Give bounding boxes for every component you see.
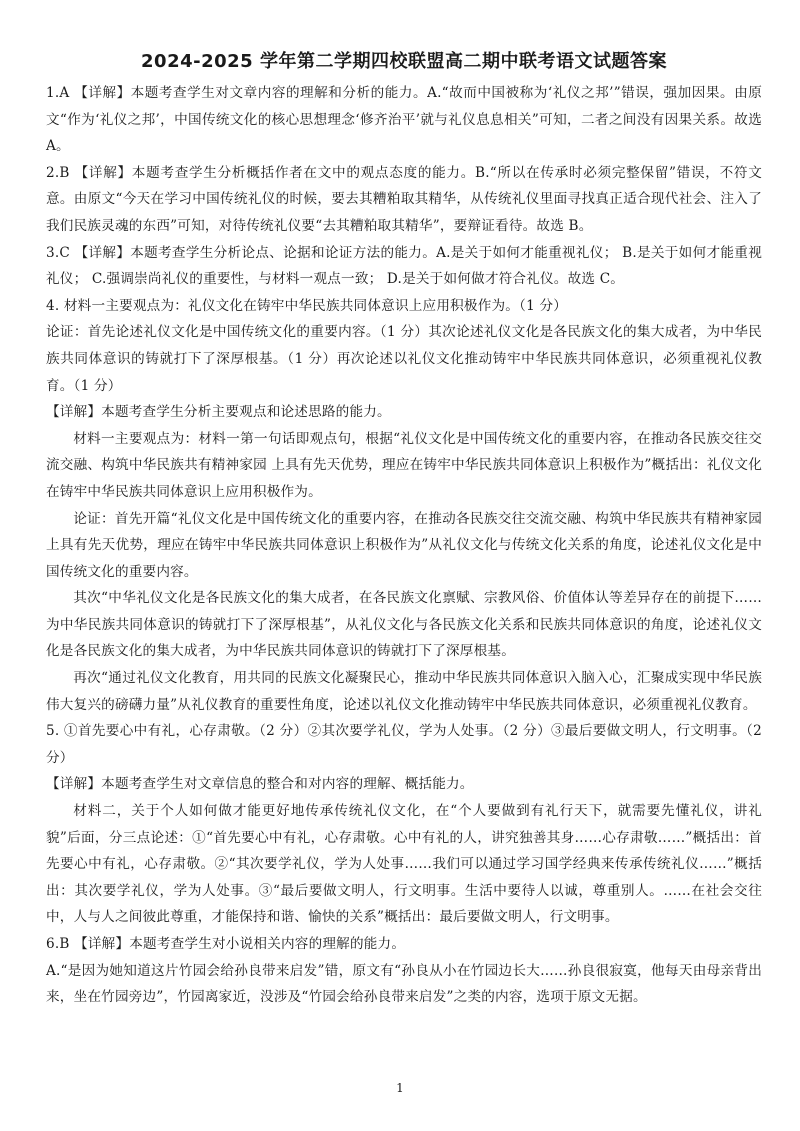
answer-paragraph: 3.C 【详解】本题考查学生分析论点、论据和论证方法的能力。A.是关于如何才能重视礼仪； B.是关于如何才能重视礼仪； C.强调崇尚礼仪的重要性，与材料一观点一致； D.是关于如何做才符合礼仪。故选 C。 (46, 244, 762, 288)
answer-paragraph: 材料一主要观点为：材料一第一句话即观点句，根据“礼仪文化是中国传统文化的重要内容，在推动各民族交往交流交融、构筑中华民族共有精神家园 上具有先天优势，理应在铸牢中华民族共同体意识上积极作为”概括出：礼仪文化在铸牢中华民族共同体意识上应用积极作为。 (46, 430, 762, 500)
answer-paragraph: 5. ①首先要心中有礼，心存肃敬。（2 分）②其次要学礼仪，学为人处事。（2 分）③最后要做文明人，行文明事。（2 分） (46, 723, 762, 766)
page-number: 1 (396, 1081, 404, 1095)
answer-paragraph: 再次“通过礼仪文化教育，用共同的民族文化凝聚民心，推动中华民族共同体意识入脑入心，汇聚成实现中华民族伟大复兴的磅礴力量”从礼仪教育的重要性角度，论述以礼仪文化推动铸牢中华民族共同体意识，必须重视礼仪教育。 (46, 670, 762, 713)
answer-paragraph: 【详解】本题考查学生分析主要观点和论述思路的能力。 (46, 404, 391, 421)
answer-paragraph: 其次“中华礼仪文化是各民族文化的集大成者，在各民族文化禀赋、宗教风俗、价值体认等差异存在的前提下……为中华民族共同体意识的铸就打下了深厚根基”，从礼仪文化与各民族文化关系和民族共同体意识的角度，论述礼仪文化是各民族文化的集大成者，为中华民族共同体意识的铸就打下了深厚根基。 (46, 590, 762, 660)
answer-paragraph: 材料二，关于个人如何做才能更好地传承传统礼仪文化，在“个人要做到有礼行天下，就需要先懂礼仪，讲礼貌”后面，分三点论述：①“首先要心中有礼，心存肃敬。心中有礼的人，讲究独善其身……心存肃敬……”概括出：首先要心中有礼，心存肃敬。②“其次要学礼仪，学为人处事……我们可以通过学习国学经典来传承传统礼仪……”概括出：其次要学礼仪，学为人处事。③“最后要做文明人，行文明事。生活中要待人以诚，尊重别人。……在社会交往中，人与人之间彼此尊重，才能保持和谐、愉快的关系”概括出：最后要做文明人，行文明事。 (46, 803, 762, 926)
answer-paragraph: A.“是因为她知道这片竹园会给孙良带来启发”错，原文有“孙良从小在竹园边长大……孙良很寂寞，他每天由母亲背出来，坐在竹园旁边”，竹园离家近，没涉及“竹园会给孙良带来启发”之类的内容，选项于原文无据。 (46, 962, 762, 1006)
answer-content (46, 80, 762, 1011)
answer-paragraph: 1.A 【详解】本题考查学生对文章内容的理解和分析的能力。A.“故而中国被称为‘礼仪之邦’”错误，强加因果。由原文“作为‘礼仪之邦’，中国传统文化的核心思想理念‘修齐治平’就与礼仪息息相关”可知，二者之间没有因果关系。故选 A。 (46, 85, 762, 155)
answer-paragraph: 论证：首先开篇“礼仪文化是中国传统文化的重要内容，在推动各民族交往交流交融、构筑中华民族共有精神家园上具有先天优势，理应在铸牢中华民族共同体意识上积极作为”从礼仪文化与传统文化关系的角度，论述礼仪文化是中国传统文化的重要内容。 (46, 510, 762, 580)
answer-paragraph: 论证：首先论述礼仪文化是中国传统文化的重要内容。（1 分）其次论述礼仪文化是各民族文化的集大成者，为中华民族共同体意识的铸就打下了深厚根基。（1 分）再次论述以礼仪文化推动铸牢中华民族共同体意识，必须重视礼仪教育。（1 分） (46, 324, 762, 394)
answer-paragraph: 2.B 【详解】本题考查学生分析概括作者在文中的观点态度的能力。B.“所以在传承时必须完整保留”错误，不符文意。由原文“今天在学习中国传统礼仪的时候，要去其糟粕取其精华，从传统礼仪里面寻找真正适合现代社会、注入了我们民族灵魂的东西”可知，对待传统礼仪要“去其糟粕取其精华”，要辩证看待。故选 B。 (46, 164, 762, 234)
answer-paragraph: 4. 材料一主要观点为：礼仪文化在铸牢中华民族共同体意识上应用积极作为。（1 分） (46, 297, 568, 314)
answer-paragraph: 【详解】本题考查学生对文章信息的整合和对内容的理解、概括能力。 (46, 776, 474, 793)
answer-paragraph: 6.B 【详解】本题考查学生对小说相关内容的理解的能力。 (46, 936, 406, 952)
document-title: 2024-2025 学年第二学期四校联盟高二期中联考语文试题答案 (141, 51, 667, 72)
